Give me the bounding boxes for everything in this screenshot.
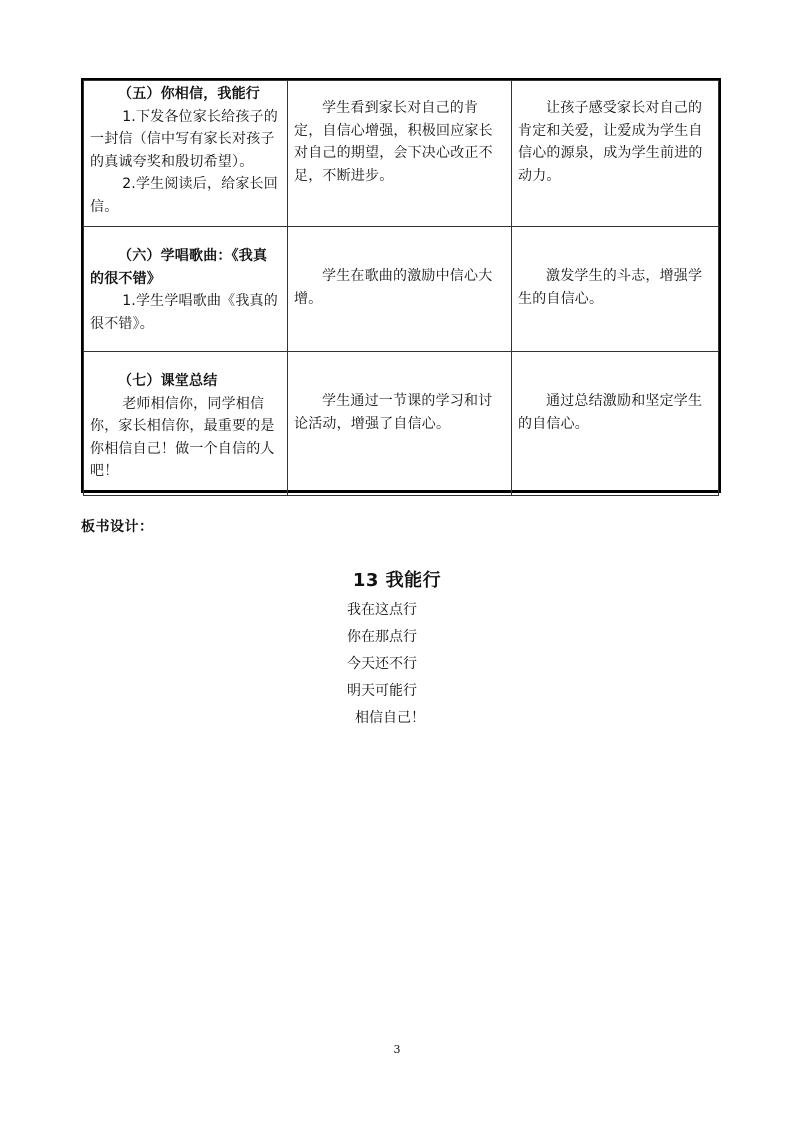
activity-cell [84, 227, 288, 352]
activity-cell [84, 81, 288, 227]
activity-line: 1.下发各位家长给孩子的一封信（信中写有家长对孩子的真诚夸奖和殷切希望）。 [90, 108, 278, 170]
board-design-label: 板书设计： [81, 519, 154, 535]
stage-title: （五）你相信，我能行 [118, 86, 260, 102]
table-row [84, 227, 719, 352]
intent-cell [512, 352, 719, 496]
activity-cell [84, 352, 288, 496]
board-line: 今天还不行 [347, 656, 417, 672]
table-row [84, 81, 719, 227]
board-title: 13 我能行 [352, 570, 442, 591]
student-cell [288, 81, 512, 227]
student-cell [288, 227, 512, 352]
student-cell [288, 352, 512, 496]
activity-line: 老师相信你，同学相信你，家长相信你，最重要的是你相信自己！做一个自信的人吧！ [90, 395, 275, 479]
intent-text: 激发学生的斗志，增强学生的自信心。 [518, 268, 703, 307]
student-text: 学生在歌曲的激励中信心大增。 [294, 268, 493, 307]
intent-cell [512, 227, 719, 352]
intent-text: 让孩子感受家长对自己的肯定和关爱，让爱成为学生自信心的源泉，成为学生前进的动力。 [518, 100, 703, 184]
student-text: 学生看到家长对自己的肯定，自信心增强，积极回应家长对自己的期望，会下决心改正不足，不断进步。 [294, 100, 493, 184]
intent-text: 通过总结激励和坚定学生的自信心。 [518, 393, 703, 432]
page-number: 3 [393, 1043, 401, 1056]
board-line: 相信自己！ [355, 710, 425, 726]
stage-title: （七）课堂总结 [118, 373, 218, 389]
activity-line: 1.学生学唱歌曲《我真的很不错》。 [90, 293, 278, 332]
board-line: 你在那点行 [347, 629, 417, 645]
board-line: 明天可能行 [347, 683, 417, 699]
activity-line: 2.学生阅读后，给家长回信。 [90, 176, 278, 215]
stage-title: （六）学唱歌曲：《我真的很不错》 [90, 248, 268, 287]
lesson-table [81, 78, 721, 493]
table-row [84, 352, 719, 496]
board-line: 我在这点行 [347, 602, 417, 618]
student-text: 学生通过一节课的学习和讨论活动，增强了自信心。 [294, 393, 493, 432]
intent-cell [512, 81, 719, 227]
